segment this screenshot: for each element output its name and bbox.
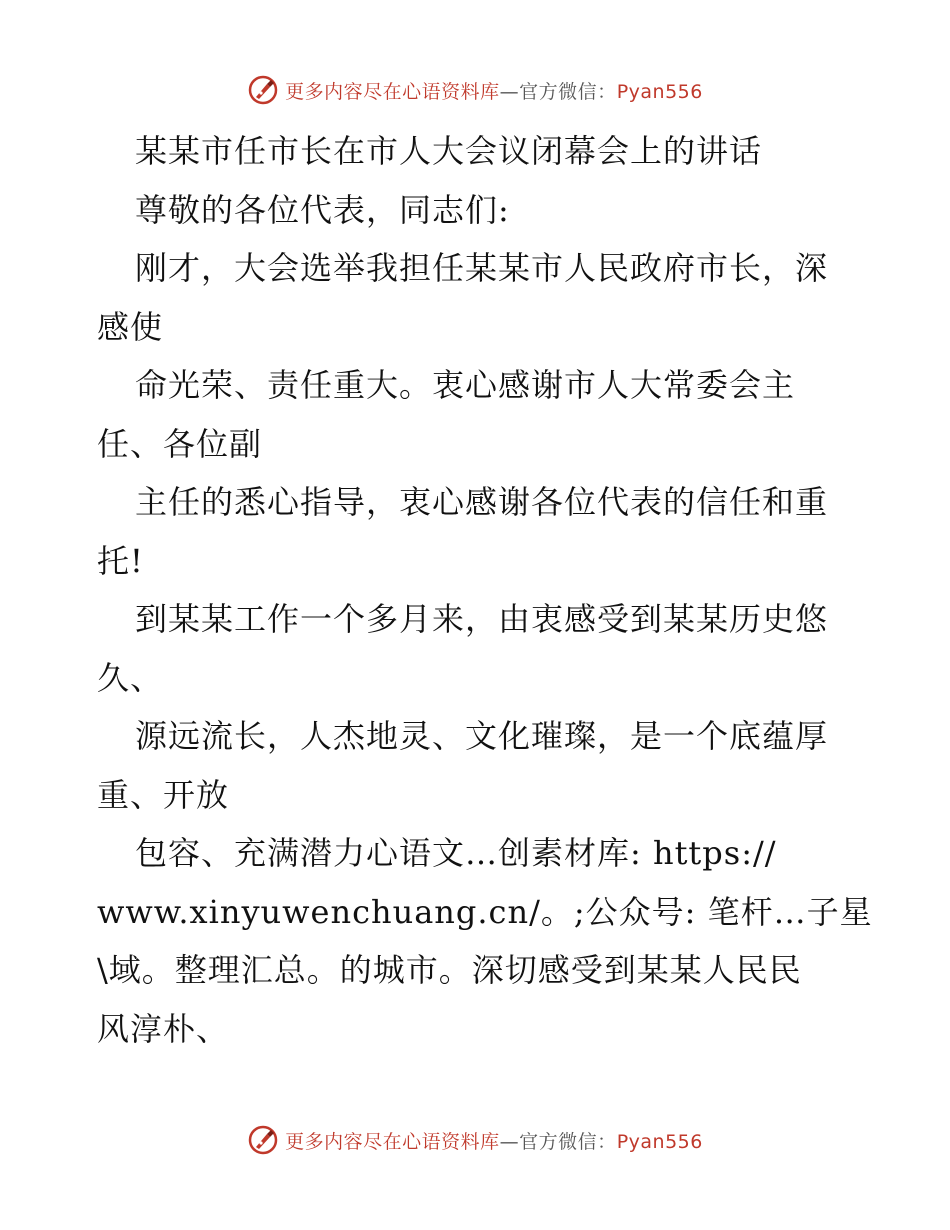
text-line: 刚才，大会选举我担任某某市人民政府市长，深 [135, 249, 829, 287]
banner-brand: 更多内容尽在心语资料库 [285, 1130, 500, 1153]
text-line: 主任的悉心指导，衷心感谢各位代表的信任和重 [135, 483, 829, 521]
text-line: 尊敬的各位代表，同志们: [135, 190, 510, 229]
banner-wechat-id: Pyan556 [616, 80, 703, 103]
pen-logo-icon [247, 74, 279, 106]
banner-brand: 更多内容尽在心语资料库 [285, 80, 500, 103]
banner-wechat-label: 官方微信： [519, 1130, 617, 1153]
text-line: 任、各位副 [97, 424, 263, 463]
text-line: 包容、充满潜力心语文…创素材库: https:// [135, 834, 777, 872]
document-body [97, 122, 873, 1058]
text-line: 源远流长，人杰地灵、文化璀璨，是一个底蕴厚 [135, 717, 829, 755]
footer-banner [0, 1120, 950, 1160]
text-line: 重、开放 [97, 775, 230, 814]
text-line: 托! [97, 541, 144, 580]
text-line: 命光荣、责任重大。衷心感谢市人大常委会主 [135, 366, 796, 404]
header-banner [0, 70, 950, 110]
text-line: 久、 [97, 658, 164, 697]
banner-separator: — [499, 80, 520, 103]
text-line: 某某市任市长在市人大会议闭幕会上的讲话 [135, 132, 763, 170]
text-line: 到某某工作一个多月来，由衷感受到某某历史悠 [135, 600, 829, 638]
text-line: 感使 [97, 307, 164, 346]
banner-wechat-id: Pyan556 [616, 1130, 703, 1153]
text-line: 风淳朴、 [97, 1009, 230, 1048]
banner-text [285, 77, 703, 104]
text-line: www.xinyuwenchuang.cn/。;公众号: 笔杆…子星 [97, 892, 873, 931]
banner-wechat-label: 官方微信： [519, 80, 617, 103]
pen-logo-icon [247, 1124, 279, 1156]
banner-separator: — [499, 1130, 520, 1153]
text-line: \域。整理汇总。的城市。深切感受到某某人民民 [97, 951, 802, 989]
banner-text [285, 1127, 703, 1154]
